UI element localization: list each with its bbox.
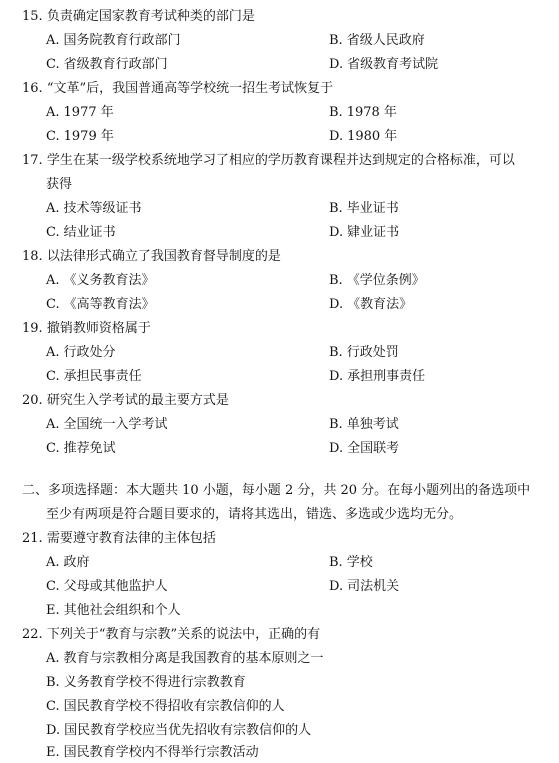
question-15-stem	[22, 8, 255, 26]
q15-option-b: B. 省级人民政府	[329, 33, 425, 48]
question-text: 需要遵守教育法律的主体包括	[46, 531, 216, 546]
q15-option-a: A. 国务院教育行政部门	[46, 33, 181, 48]
q21-option-d: D. 司法机关	[329, 579, 400, 594]
q22-option-e: E. 国民教育学校内不得举行宗教活动	[46, 745, 259, 760]
q22-option-b: B. 义务教育学校不得进行宗教教育	[46, 675, 246, 690]
q18-option-d: D. 《教育法》	[329, 297, 413, 312]
question-text: 研究生入学考试的最主要方式是	[46, 393, 229, 408]
question-17-stem	[22, 152, 515, 170]
q21-option-c: C. 父母或其他监护人	[46, 579, 168, 594]
q21-option-a: A. 政府	[46, 555, 90, 570]
q20-option-a: A. 全国统一入学考试	[46, 417, 168, 432]
q18-option-a: A. 《义务教育法》	[46, 273, 155, 288]
section-2-heading: 二、多项选择题：本大题共 10 小题，每小题 2 分，共 20 分。在每小题列出的备选项中	[22, 483, 531, 498]
q22-option-a: A. 教育与宗教相分离是我国教育的基本原则之一	[46, 651, 324, 666]
q19-option-c: C. 承担民事责任	[46, 369, 142, 384]
section-2-heading-continued: 至少有两项是符合题目要求的，请将其选出，错选、多选或少选均无分。	[46, 507, 463, 522]
q22-option-c: C. 国民教育学校不得招收有宗教信仰的人	[46, 699, 285, 714]
question-16-stem	[22, 80, 333, 98]
question-text: 负责确定国家教育考试种类的部门是	[46, 9, 255, 24]
q16-option-a: A. 1977 年	[46, 105, 114, 120]
question-number: 18.	[22, 249, 43, 264]
question-number: 15.	[22, 9, 43, 24]
q17-option-b: B. 毕业证书	[329, 201, 399, 216]
q19-option-d: D. 承担刑事责任	[329, 369, 426, 384]
question-number: 22.	[22, 627, 43, 642]
question-number: 20.	[22, 393, 43, 408]
q19-option-b: B. 行政处罚	[329, 345, 399, 360]
q17-option-d: D. 肄业证书	[329, 225, 400, 240]
q18-option-b: B. 《学位条例》	[329, 273, 425, 288]
question-text: “文革”后，我国普通高等学校统一招生考试恢复于	[46, 81, 334, 96]
question-number: 16.	[22, 81, 43, 96]
question-text: 学生在某一级学校系统地学习了相应的学历教育课程并达到规定的合格标准，可以	[46, 153, 515, 168]
q19-option-a: A. 行政处分	[46, 345, 116, 360]
q20-option-c: C. 推荐免试	[46, 441, 116, 456]
question-22-stem	[22, 626, 320, 644]
q22-option-d: D. 国民教育学校应当优先招收有宗教信仰的人	[46, 723, 312, 738]
q15-option-d: D. 省级教育考试院	[329, 57, 439, 72]
q15-option-c: C. 省级教育行政部门	[46, 57, 168, 72]
q16-option-c: C. 1979 年	[46, 129, 114, 144]
question-number: 19.	[22, 321, 43, 336]
question-18-stem	[22, 248, 281, 266]
question-19-stem	[22, 320, 151, 338]
q18-option-c: C. 《高等教育法》	[46, 297, 155, 312]
question-text: 以法律形式确立了我国教育督导制度的是	[46, 249, 281, 264]
q21-option-b: B. 学校	[329, 555, 373, 570]
q17-option-c: C. 结业证书	[46, 225, 116, 240]
q20-option-b: B. 单独考试	[329, 417, 399, 432]
question-21-stem	[22, 530, 216, 548]
question-text: 下列关于“教育与宗教”关系的说法中，正确的有	[46, 627, 321, 642]
question-number: 21.	[22, 531, 43, 546]
q16-option-d: D. 1980 年	[329, 129, 398, 144]
question-text: 撤销教师资格属于	[46, 321, 151, 336]
q16-option-b: B. 1978 年	[329, 105, 397, 120]
q20-option-d: D. 全国联考	[329, 441, 400, 456]
question-17-stem-continued: 获得	[46, 177, 73, 192]
q21-option-e: E. 其他社会组织和个人	[46, 603, 181, 618]
q17-option-a: A. 技术等级证书	[46, 201, 142, 216]
question-20-stem	[22, 392, 229, 410]
question-number: 17.	[22, 153, 43, 168]
